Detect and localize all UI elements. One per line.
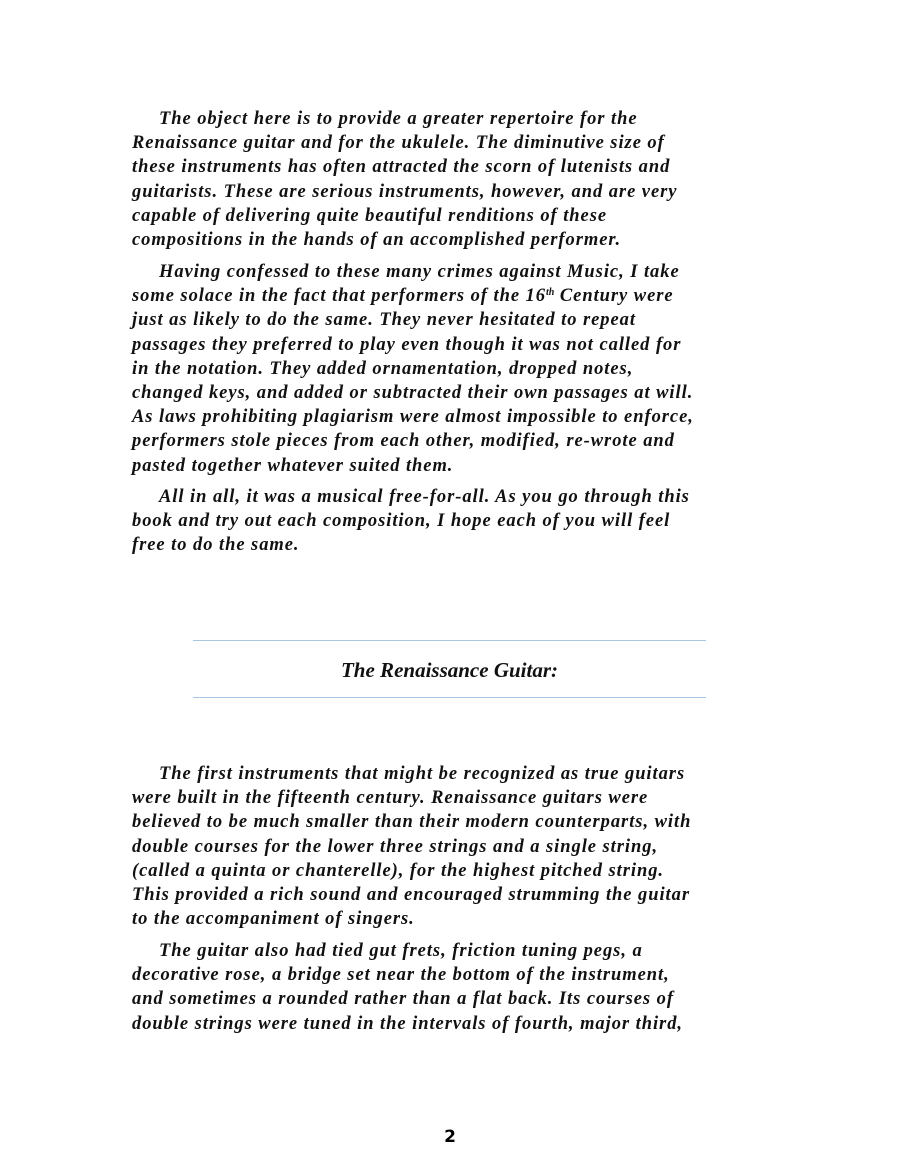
- text-line: This provided a rich sound and encouraged strumming the guitar: [132, 885, 690, 906]
- text-line: The object here is to provide a greater repertoire for the: [159, 109, 638, 129]
- text-line: The guitar also had tied gut frets, friction tuning pegs, a: [159, 941, 643, 961]
- paragraph-guitar-features: [132, 939, 772, 1036]
- paragraph-intro: [132, 107, 772, 252]
- text-line: The first instruments that might be recognized as true guitars: [159, 764, 686, 784]
- text-line: were built in the fifteenth century. Renaissance guitars were: [132, 788, 649, 809]
- text-line: in the notation. They added ornamentation, dropped notes,: [132, 358, 634, 379]
- text-line: capable of delivering quite beautiful renditions of these: [132, 205, 608, 226]
- ordinal-superscript: th: [545, 287, 555, 299]
- text-line: compositions in the hands of an accomplished performer.: [132, 230, 622, 251]
- text-line: All in all, it was a musical free-for-all. As you go through this: [159, 487, 690, 507]
- text-line: believed to be much smaller than their modern counterparts, with: [132, 812, 692, 833]
- section-heading: The Renaissance Guitar:: [340, 658, 558, 682]
- text-line: Renaissance guitar and for the ukulele. The diminutive size of: [132, 133, 665, 154]
- paragraph-confession: [132, 260, 772, 478]
- text-line: book and try out each composition, I hope each of you will feel: [132, 511, 671, 532]
- text-line: to the accompaniment of singers.: [132, 909, 415, 930]
- text-line: changed keys, and added or subtracted their own passages at will.: [132, 383, 694, 404]
- heading-bottom-rule: [193, 697, 706, 698]
- text-line: (called a quinta or chanterelle), for the highest pitched string.: [132, 860, 664, 881]
- text-line: and sometimes a rounded rather than a flat back. Its courses of: [132, 989, 674, 1010]
- text-line: passages they preferred to play even though it was not called for: [132, 334, 682, 355]
- paragraph-first-guitars: [132, 762, 772, 931]
- text-line: these instruments has often attracted the scorn of lutenists and: [132, 157, 671, 178]
- text-fragment: Century were: [554, 286, 674, 307]
- text-line-with-superscript: [132, 284, 772, 308]
- text-line: pasted together whatever suited them.: [132, 455, 454, 476]
- text-line: double strings were tuned in the intervals of fourth, major third,: [132, 1013, 683, 1034]
- text-line: double courses for the lower three strings and a single string,: [132, 836, 659, 857]
- text-line: Having confessed to these many crimes against Music, I take: [159, 262, 680, 282]
- text-line: free to do the same.: [132, 535, 300, 556]
- heading-top-rule: [193, 640, 706, 641]
- text-line: performers stole pieces from each other, modified, re-wrote and: [132, 431, 675, 452]
- text-line: decorative rose, a bridge set near the bottom of the instrument,: [132, 965, 670, 986]
- text-fragment: some solace in the fact that performers of the 16: [132, 286, 546, 307]
- text-line: guitarists. These are serious instruments, however, and are very: [132, 181, 678, 202]
- paragraph-free-for-all: [132, 485, 772, 558]
- page-number: 2: [444, 1127, 456, 1147]
- text-line: As laws prohibiting plagiarism were almost impossible to enforce,: [132, 407, 694, 428]
- text-line: just as likely to do the same. They never hesitated to repeat: [132, 310, 636, 331]
